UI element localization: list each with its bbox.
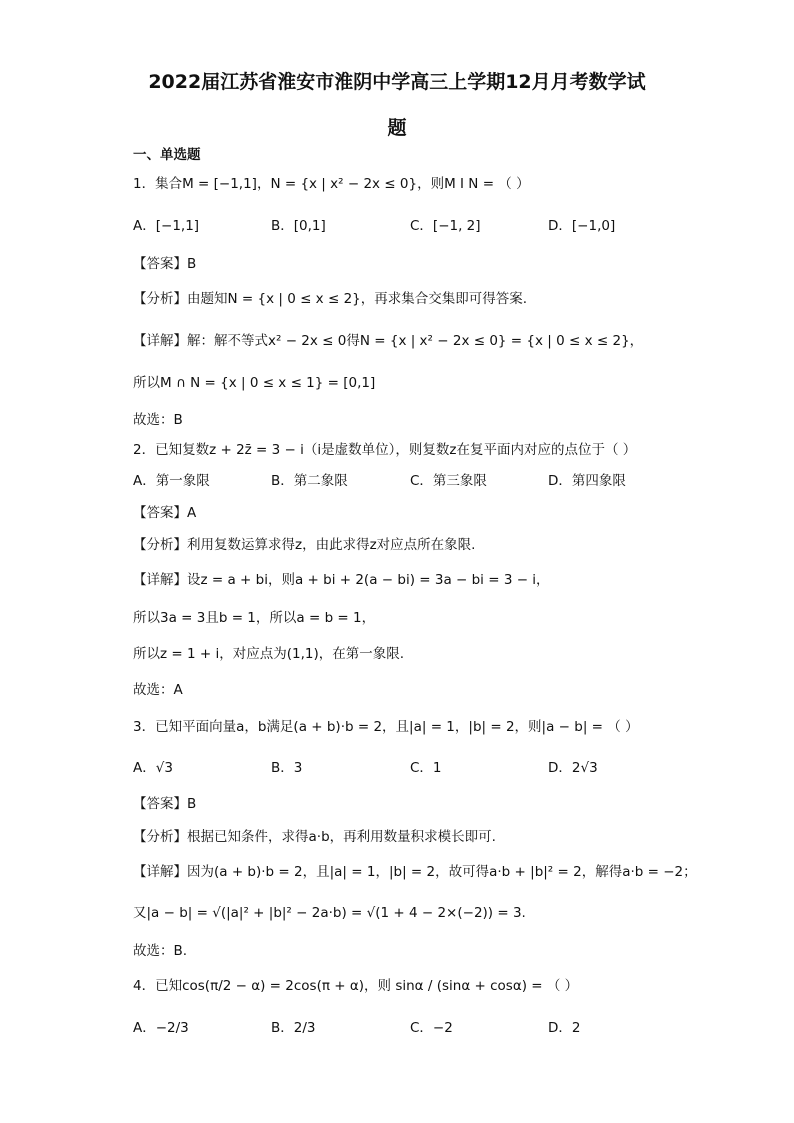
question-2-option-d: D．第四象限 xyxy=(548,473,626,489)
question-4-option-b: B．2/3 xyxy=(271,1020,316,1036)
question-3-detail-line2: 又|a − b| = √(|a|² + |b|² − 2a·b) = √(1 + 4 − 2×(−2)) = 3. xyxy=(133,905,526,921)
question-3-analysis: 【分析】根据已知条件，求得a·b，再利用数量积求模长即可. xyxy=(133,829,496,845)
question-1-choice: 故选：B xyxy=(133,412,183,428)
question-1-detail-line2: 所以M ∩ N = {x | 0 ≤ x ≤ 1} = [0,1] xyxy=(133,375,376,391)
question-1-stem: 1．集合M = [−1,1]，N = {x | x² − 2x ≤ 0}，则M I N = （ ） xyxy=(133,176,530,192)
question-2-detail-line2: 所以3a = 3且b = 1，所以a = b = 1， xyxy=(133,610,376,626)
question-4-option-d: D．2 xyxy=(548,1020,581,1036)
question-4-option-c: C．−2 xyxy=(410,1020,453,1036)
question-1-answer: 【答案】B xyxy=(133,256,197,272)
page-title-continued: 题 xyxy=(387,117,407,139)
question-4-option-a: A．−2/3 xyxy=(133,1020,189,1036)
section-heading: 一、单选题 xyxy=(133,147,201,163)
question-1-option-c: C．[−1, 2] xyxy=(410,218,481,234)
question-3-option-b: B．3 xyxy=(271,760,303,776)
question-2-option-c: C．第三象限 xyxy=(410,473,487,489)
question-3-choice: 故选：B. xyxy=(133,943,188,959)
question-2-detail-line3: 所以z = 1 + i，对应点为(1,1)，在第一象限. xyxy=(133,646,405,662)
question-2-stem: 2．已知复数z + 2z̄ = 3 − i（i是虚数单位），则复数z在复平面内对应的点位于（ ） xyxy=(133,442,637,458)
question-2-answer: 【答案】A xyxy=(133,505,197,521)
question-1-option-d: D．[−1,0] xyxy=(548,218,616,234)
question-2-option-b: B．第二象限 xyxy=(271,473,348,489)
question-2-analysis: 【分析】利用复数运算求得z，由此求得z对应点所在象限. xyxy=(133,537,476,553)
question-2-detail: 【详解】设z = a + bi，则a + bi + 2(a − bi) = 3a − bi = 3 − i， xyxy=(133,572,550,588)
question-1-option-b: B．[0,1] xyxy=(271,218,326,234)
question-3-detail: 【详解】因为(a + b)·b = 2，且|a| = 1，|b| = 2，故可得a·b + |b|² = 2，解得a·b = −2； xyxy=(133,864,697,880)
question-2-option-a: A．第一象限 xyxy=(133,473,210,489)
question-3-option-d: D．2√3 xyxy=(548,760,598,776)
question-4-stem: 4．已知cos(π/2 − α) = 2cos(π + α)，则 sinα / (sinα + cosα) = （ ） xyxy=(133,978,579,994)
question-1-option-a: A．[−1,1] xyxy=(133,218,200,234)
question-2-choice: 故选：A xyxy=(133,682,183,698)
question-1-detail: 【详解】解：解不等式x² − 2x ≤ 0得N = {x | x² − 2x ≤ 0} = {x | 0 ≤ x ≤ 2}， xyxy=(133,333,644,349)
question-1-analysis: 【分析】由题知N = {x | 0 ≤ x ≤ 2}，再求集合交集即可得答案. xyxy=(133,291,528,307)
question-3-option-c: C．1 xyxy=(410,760,442,776)
question-3-stem: 3．已知平面向量a，b满足(a + b)·b = 2，且|a| = 1，|b| = 2，则|a − b| = （ ） xyxy=(133,719,639,735)
page-title: 2022届江苏省淮安市淮阴中学高三上学期12月月考数学试 xyxy=(148,71,646,93)
question-3-answer: 【答案】B xyxy=(133,796,197,812)
question-3-option-a: A．√3 xyxy=(133,760,173,776)
